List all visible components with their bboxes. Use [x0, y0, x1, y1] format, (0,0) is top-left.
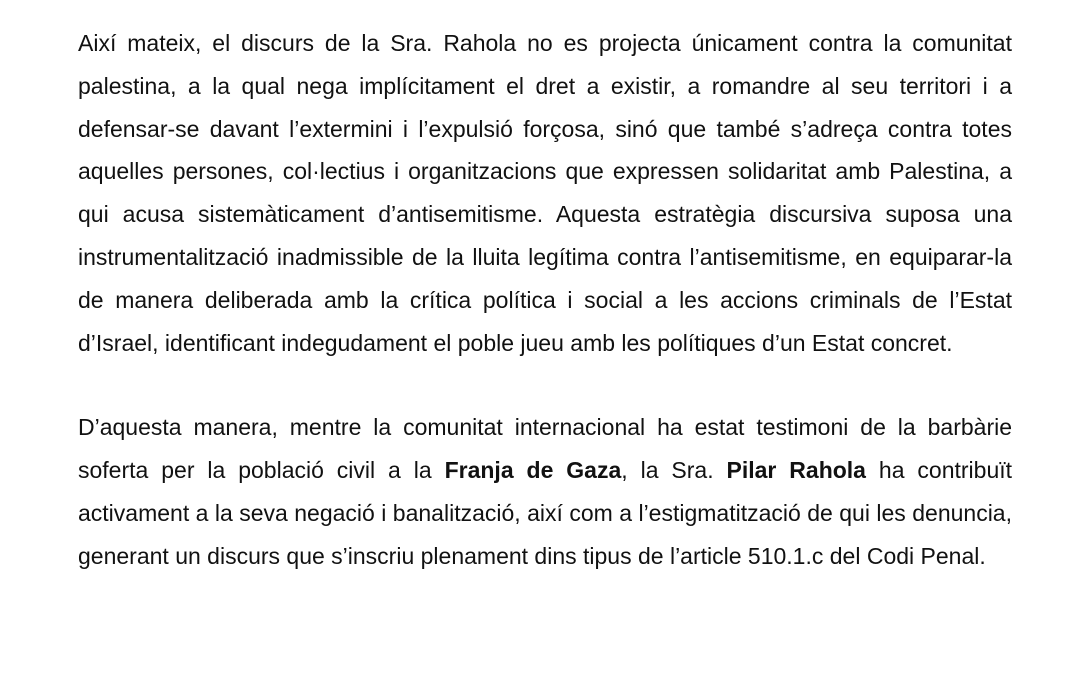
paragraph-1: Així mateix, el discurs de la Sra. Rahola no es projecta únicament contra la comunitat palestina, a la qual nega implícitament el dret a existir, a romandre al seu territori i a defensar-se davant l’extermini i l’expulsió forçosa, sinó que també s’adreça contra totes aquelles persones, col·lectius i organitzacions que expressen solidaritat amb Palestina, a qui acusa sistemàticament d’antisemitisme. Aquesta estratègia discursiva suposa una instrumentalització inadmissible de la lluita legítima contra l’antisemitisme, en equiparar-la de manera deliberada amb la crítica política i social a les accions criminals de l’Estat d’Israel, identificant indegudament el poble jueu amb les polítiques d’un Estat concret.: [78, 30, 1012, 356]
paragraph-2: [78, 406, 1012, 577]
bold-person-name: Pilar Rahola: [726, 457, 866, 484]
paragraph-2-text-1: D’aquesta manera, mentre la comunitat internacional ha estat testimoni de la barbàrie soferta per la població civil a la: [78, 414, 1012, 484]
document-page: [78, 22, 1012, 578]
paragraph-2-text-2: , la Sra.: [621, 457, 727, 484]
paragraph-2-text-3: ha contribuït activament a la seva negació i banalització, així com a l’estigmatització de qui les denuncia, generant un discurs que s’inscriu plenament dins tipus de l’article 510.1.c del Codi Penal.: [78, 457, 1013, 569]
bold-location: Franja de Gaza: [444, 457, 622, 484]
